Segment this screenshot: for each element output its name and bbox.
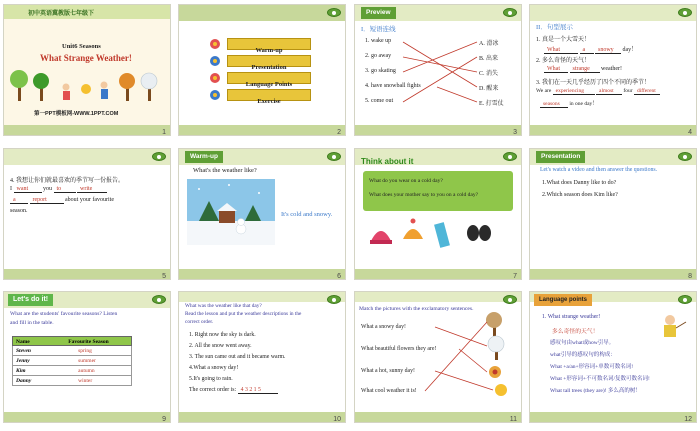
teacher-illustration xyxy=(530,292,697,423)
menu-item-exercise[interactable] xyxy=(227,89,311,105)
sentence-prompt: 4. 我想让你们就最喜欢的季节写一份报告。 xyxy=(10,178,125,184)
meaning-item: C. 消失 xyxy=(479,71,499,77)
match-lines xyxy=(355,5,522,136)
answer-text: season. xyxy=(10,208,28,214)
instruction-text: correct order. xyxy=(185,319,214,325)
answer-line xyxy=(189,387,278,394)
menu-item-label: Presentation xyxy=(251,64,287,71)
slide-title: Think about it xyxy=(361,157,414,166)
slide-thumbnail-5[interactable] xyxy=(3,148,171,280)
slide-footer xyxy=(4,125,170,135)
slide-footer xyxy=(355,269,521,279)
answer-blank: experiencing xyxy=(553,88,595,95)
slide-footer xyxy=(530,269,696,279)
slide-footer xyxy=(179,125,345,135)
sentence-prompt: 2. 多么奇怪的天气！ xyxy=(536,58,591,64)
book-title: 初中英语冀教版七年级下 xyxy=(28,11,95,17)
instruction-text: and fill in the table. xyxy=(10,320,54,326)
slide-number: 10 xyxy=(333,416,341,423)
section-tag: Warm-up xyxy=(185,151,223,163)
eye-icon xyxy=(678,8,692,17)
list-item: 5.It's going to rain. xyxy=(189,376,233,382)
slide-thumbnail-10[interactable] xyxy=(178,291,346,423)
list-item: 2. All the snow went away. xyxy=(189,343,252,349)
list-item: 4.What a snowy day! xyxy=(189,365,239,371)
slide-footer xyxy=(530,125,696,135)
menu-item-label: Language Points xyxy=(245,81,293,88)
answer-text: in one day！ xyxy=(569,101,598,107)
slide-number: 1 xyxy=(162,129,166,136)
table-row xyxy=(12,346,132,356)
answer-text: I xyxy=(10,186,12,192)
eye-icon xyxy=(327,295,341,304)
slide-footer xyxy=(179,269,345,279)
eye-icon xyxy=(152,295,166,304)
hat-icon xyxy=(403,219,423,240)
table-cell: Kim xyxy=(16,368,26,374)
slide-footer xyxy=(355,412,521,422)
answer-line xyxy=(540,99,598,108)
list-item: 多么奇怪的天气！ xyxy=(552,329,599,335)
gloves-icon xyxy=(467,225,491,241)
answer-text: The correct order is: xyxy=(189,387,237,393)
list-item: what引导的感叹句的构成： xyxy=(550,352,616,358)
answer-line xyxy=(10,186,107,193)
answer-blank: different xyxy=(634,88,660,95)
answer-blank: What xyxy=(544,66,568,73)
list-item: 感叹句由what或how引导。 xyxy=(550,340,615,346)
slide-thumbnail-6[interactable] xyxy=(178,148,346,280)
instruction-text: Match the pictures with the exclamatory sentences. xyxy=(359,306,474,312)
slide-number: 3 xyxy=(513,129,517,136)
section-tag: Preview xyxy=(361,7,396,19)
sentence-item: What beautiful flowers they are! xyxy=(361,346,437,352)
sentence-prompt: 3. 我们在一天几乎经历了四个不同的季节！ xyxy=(536,80,651,86)
answer-text: you xyxy=(43,186,52,192)
table-row xyxy=(12,376,132,386)
sentence-item: What cool weather it is! xyxy=(361,388,417,394)
section-heading: I．短语连线 xyxy=(361,26,396,33)
slide-number: 12 xyxy=(684,416,692,423)
question-text: 1.What does Danny like to do? xyxy=(542,180,617,186)
flower-icon xyxy=(210,39,220,100)
flower-icon xyxy=(489,366,501,378)
season-table xyxy=(12,336,132,386)
sun-icon xyxy=(81,84,91,94)
table-cell: Jenny xyxy=(16,358,30,364)
slide-number: 9 xyxy=(162,416,166,423)
table-cell: Danny xyxy=(16,378,32,384)
answer-blank: a xyxy=(580,47,594,54)
answer-text: It's cold and snowy. xyxy=(281,211,333,218)
section-tag: Language points xyxy=(534,294,592,306)
answer-text: We are xyxy=(536,88,552,94)
table-header xyxy=(12,336,132,346)
winter-clothes-pictures xyxy=(355,149,522,280)
phrase-item: 4. have snowball fights xyxy=(365,83,421,89)
menu-item-language-points[interactable] xyxy=(227,72,311,88)
table-cell: summer xyxy=(78,358,96,364)
menu-item-warm-up[interactable] xyxy=(227,38,311,54)
menu-item-presentation[interactable] xyxy=(227,55,311,71)
lesson-title: What Strange Weather! xyxy=(40,53,132,63)
slide-number: 7 xyxy=(513,273,517,280)
menu-item-label: Exercise xyxy=(257,98,281,105)
answer-line xyxy=(10,197,114,204)
answer-blank: 4 3 2 1 5 xyxy=(238,387,278,394)
answer-line xyxy=(536,88,660,95)
answer-text: about your favourite xyxy=(65,197,114,203)
answer-text: four xyxy=(623,88,633,94)
answer-blank: strange xyxy=(570,66,600,73)
sentence-item: What a hot, sunny day! xyxy=(361,368,415,374)
hat-icon xyxy=(370,231,392,244)
question-text: What's the weather like? xyxy=(193,167,257,174)
slide-number: 6 xyxy=(337,273,341,280)
column-header: Name xyxy=(16,339,30,345)
table-cell: autumn xyxy=(78,368,95,374)
slide-thumbnail-8[interactable] xyxy=(529,148,697,280)
table-row xyxy=(12,366,132,376)
slide-thumbnail-4[interactable] xyxy=(529,4,697,136)
sentence-prompt: 1. 真是一个大雪天！ xyxy=(536,37,591,43)
answer-blank: want xyxy=(14,186,42,193)
list-item: 3. The sun came out and it became warm. xyxy=(189,354,286,360)
slide-thumbnail-9[interactable] xyxy=(3,291,171,423)
list-item: What tall trees (they are)! 多么高的树！ xyxy=(550,388,641,394)
slide-header-bar xyxy=(179,292,345,302)
meaning-item: D. 醒来 xyxy=(479,86,499,92)
answer-text: day！ xyxy=(622,47,638,53)
slide-thumbnail-12[interactable] xyxy=(529,291,697,423)
scarf-icon xyxy=(434,222,450,248)
answer-blank: a xyxy=(10,197,28,204)
column-header: Favourite Season xyxy=(68,339,109,345)
slide-footer xyxy=(355,125,521,135)
list-item: What +a/an+形容词+单数可数名词! xyxy=(550,364,634,370)
answer-blank: What xyxy=(544,47,578,54)
answer-line xyxy=(544,66,622,73)
phrase-item: 1. wake up xyxy=(365,38,392,44)
answer-blank: almost xyxy=(596,88,622,95)
meaning-item: B. 出来 xyxy=(479,56,499,62)
slide-number: 8 xyxy=(688,273,692,280)
section-heading: II．句型展示 xyxy=(536,24,573,31)
list-item: 1. What strange weather! xyxy=(542,314,601,320)
eye-icon xyxy=(678,152,692,161)
answer-blank: to xyxy=(54,186,76,193)
watermark-text: 第一PPT模板网-WWW.1PPT.COM xyxy=(34,111,119,117)
table-cell: winter xyxy=(78,378,93,384)
eye-icon xyxy=(152,152,166,161)
slide-number: 11 xyxy=(509,416,517,423)
phrase-item: 3. go skating xyxy=(365,68,396,74)
slide-number: 2 xyxy=(337,129,341,136)
slide-footer xyxy=(4,412,170,422)
instruction-text: What are the students' favourite seasons? Listen xyxy=(10,311,118,317)
question-text: What do you wear on a cold day? xyxy=(369,178,443,184)
slide-footer xyxy=(530,412,696,422)
instruction-text: Read the lesson and put the weather descriptions in the xyxy=(185,311,302,317)
table-cell: Steven xyxy=(16,348,31,354)
answer-text: weather! xyxy=(601,66,622,72)
slide-thumbnail-11[interactable] xyxy=(354,291,522,423)
slide-header-bar xyxy=(530,5,696,21)
snowy-tree-icon xyxy=(488,336,504,360)
meaning-item: A. 滑冰 xyxy=(479,41,499,47)
list-item: 1. Right now the sky is dark. xyxy=(189,332,256,338)
section-tag: Let's do it! xyxy=(8,294,53,306)
table-cell: spring xyxy=(78,348,92,354)
sun-icon xyxy=(495,384,507,396)
question-text: What does your mother say to you on a cold day? xyxy=(369,192,479,198)
sentence-item: What a snowy day! xyxy=(361,324,406,330)
teacher-icon xyxy=(664,315,686,337)
match-pictures xyxy=(355,292,522,423)
slide-thumbnail-7[interactable] xyxy=(354,148,522,280)
slide-thumbnail-3[interactable] xyxy=(354,4,522,136)
instruction-text: What was the weather like that day? xyxy=(185,303,262,309)
answer-blank: write xyxy=(77,186,107,193)
meaning-item: E. 打雪仗 xyxy=(479,101,504,107)
menu-item-label: Warm-up xyxy=(255,47,283,54)
slide-footer xyxy=(4,269,170,279)
question-text: 2.Which season does Kim like? xyxy=(542,192,618,198)
slide-header-bar xyxy=(4,149,170,165)
answer-blank: snowy xyxy=(595,47,621,54)
answer-blank: report xyxy=(30,197,64,204)
slide-number: 4 xyxy=(688,129,692,136)
tree-icon xyxy=(486,312,502,336)
unit-label: Unit6 Seasons xyxy=(62,43,101,50)
slide-thumbnail-1[interactable] xyxy=(3,4,171,136)
slide-thumbnail-2[interactable] xyxy=(178,4,346,136)
section-tag: Presentation xyxy=(536,151,585,163)
instruction-text: Let's watch a video and then answer the questions. xyxy=(540,167,658,173)
answer-line xyxy=(544,44,637,54)
answer-blank: seasons xyxy=(540,101,568,108)
slide-footer xyxy=(179,412,345,422)
phrase-item: 5. come out xyxy=(365,98,394,104)
table-row xyxy=(12,356,132,366)
phrase-item: 2. go away xyxy=(365,53,392,59)
slide-number: 5 xyxy=(162,273,166,280)
list-item: What +形容词+不可数名词/复数可数名词! xyxy=(550,376,650,382)
